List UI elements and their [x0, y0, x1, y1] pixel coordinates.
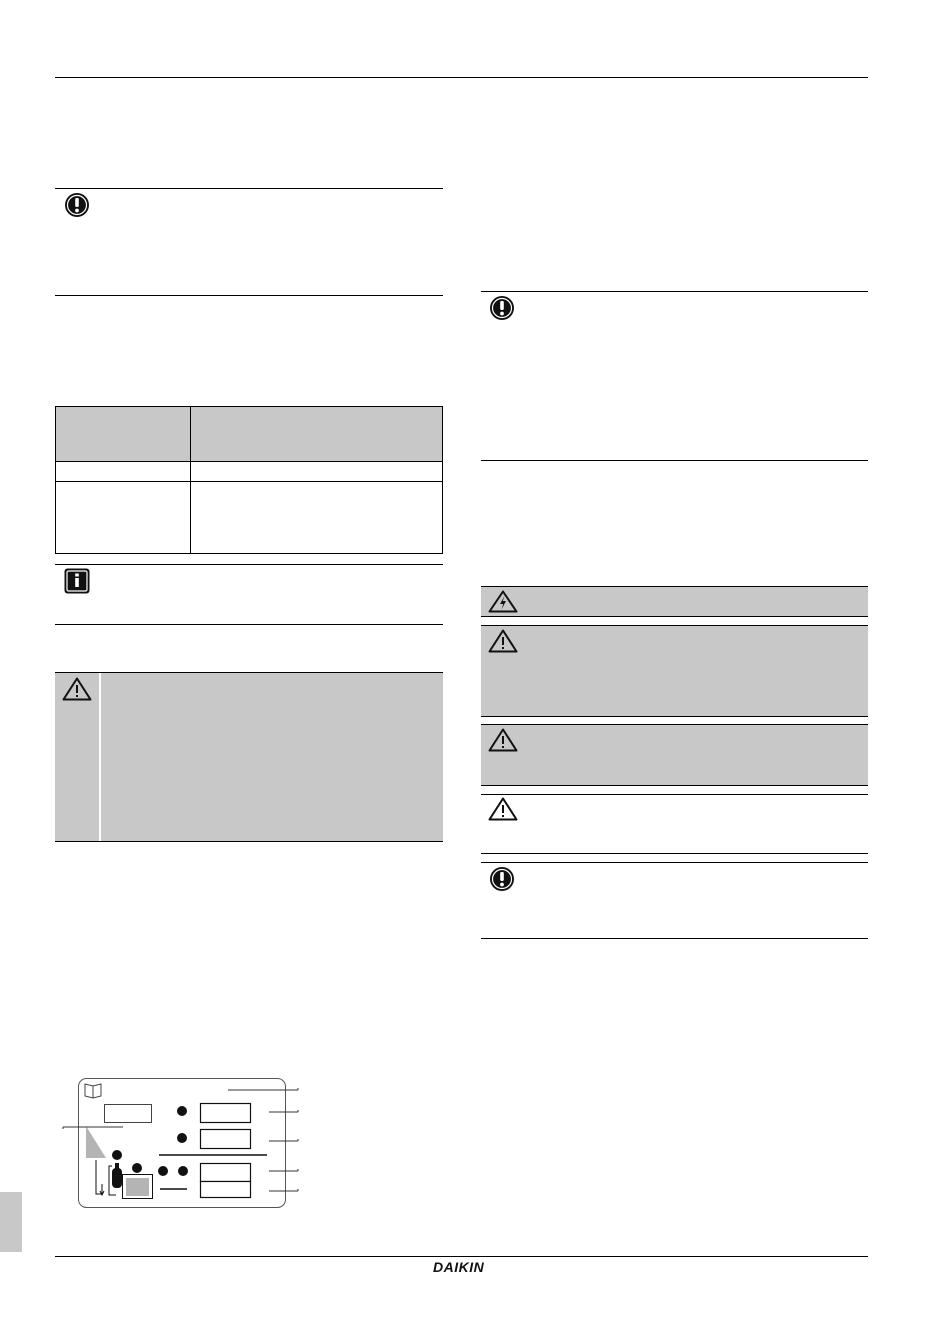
warning-top-rule [481, 625, 868, 626]
notice-bottom-rule [55, 295, 443, 296]
warning-panel [481, 725, 868, 785]
warning-top-rule [55, 672, 443, 673]
exclamation-circle-icon [489, 295, 515, 321]
table-header-row [56, 407, 442, 461]
notice-top-rule [481, 291, 868, 292]
daikin-logo: DAIKIN [433, 1259, 485, 1275]
warning-panel [55, 673, 443, 841]
notice-bottom-rule [481, 938, 868, 939]
info-box-icon [64, 568, 90, 594]
warning-triangle-icon [488, 728, 518, 752]
warning-bottom-rule [481, 785, 868, 786]
table-row-divider [56, 461, 442, 462]
notice-bottom-rule [481, 460, 868, 461]
warning-bottom-rule [55, 841, 443, 842]
notice-top-rule [55, 188, 443, 189]
table-row-divider [56, 481, 442, 482]
footer-rule [55, 1256, 868, 1257]
electric-shock-triangle-icon [488, 590, 518, 613]
table-column-divider [190, 407, 191, 553]
label-diagram [60, 1074, 305, 1214]
side-tab [0, 1192, 22, 1252]
danger-bottom-rule [481, 616, 868, 617]
warning-panel [481, 626, 868, 716]
caution-top-rule [481, 794, 868, 795]
info-top-rule [55, 564, 443, 565]
warning-triangle-icon [488, 797, 518, 821]
exclamation-circle-icon [489, 866, 515, 892]
data-table [55, 406, 443, 554]
header-rule [55, 77, 868, 78]
warning-triangle-icon [62, 677, 92, 701]
warning-triangle-icon [488, 629, 518, 653]
danger-electric-panel [481, 587, 868, 616]
info-bottom-rule [55, 624, 443, 625]
caution-bottom-rule [481, 853, 868, 854]
notice-top-rule [481, 862, 868, 863]
warning-panel-divider [99, 673, 101, 841]
exclamation-circle-icon [64, 192, 90, 218]
danger-top-rule [481, 586, 868, 587]
warning-top-rule [481, 724, 868, 725]
warning-bottom-rule [481, 716, 868, 717]
